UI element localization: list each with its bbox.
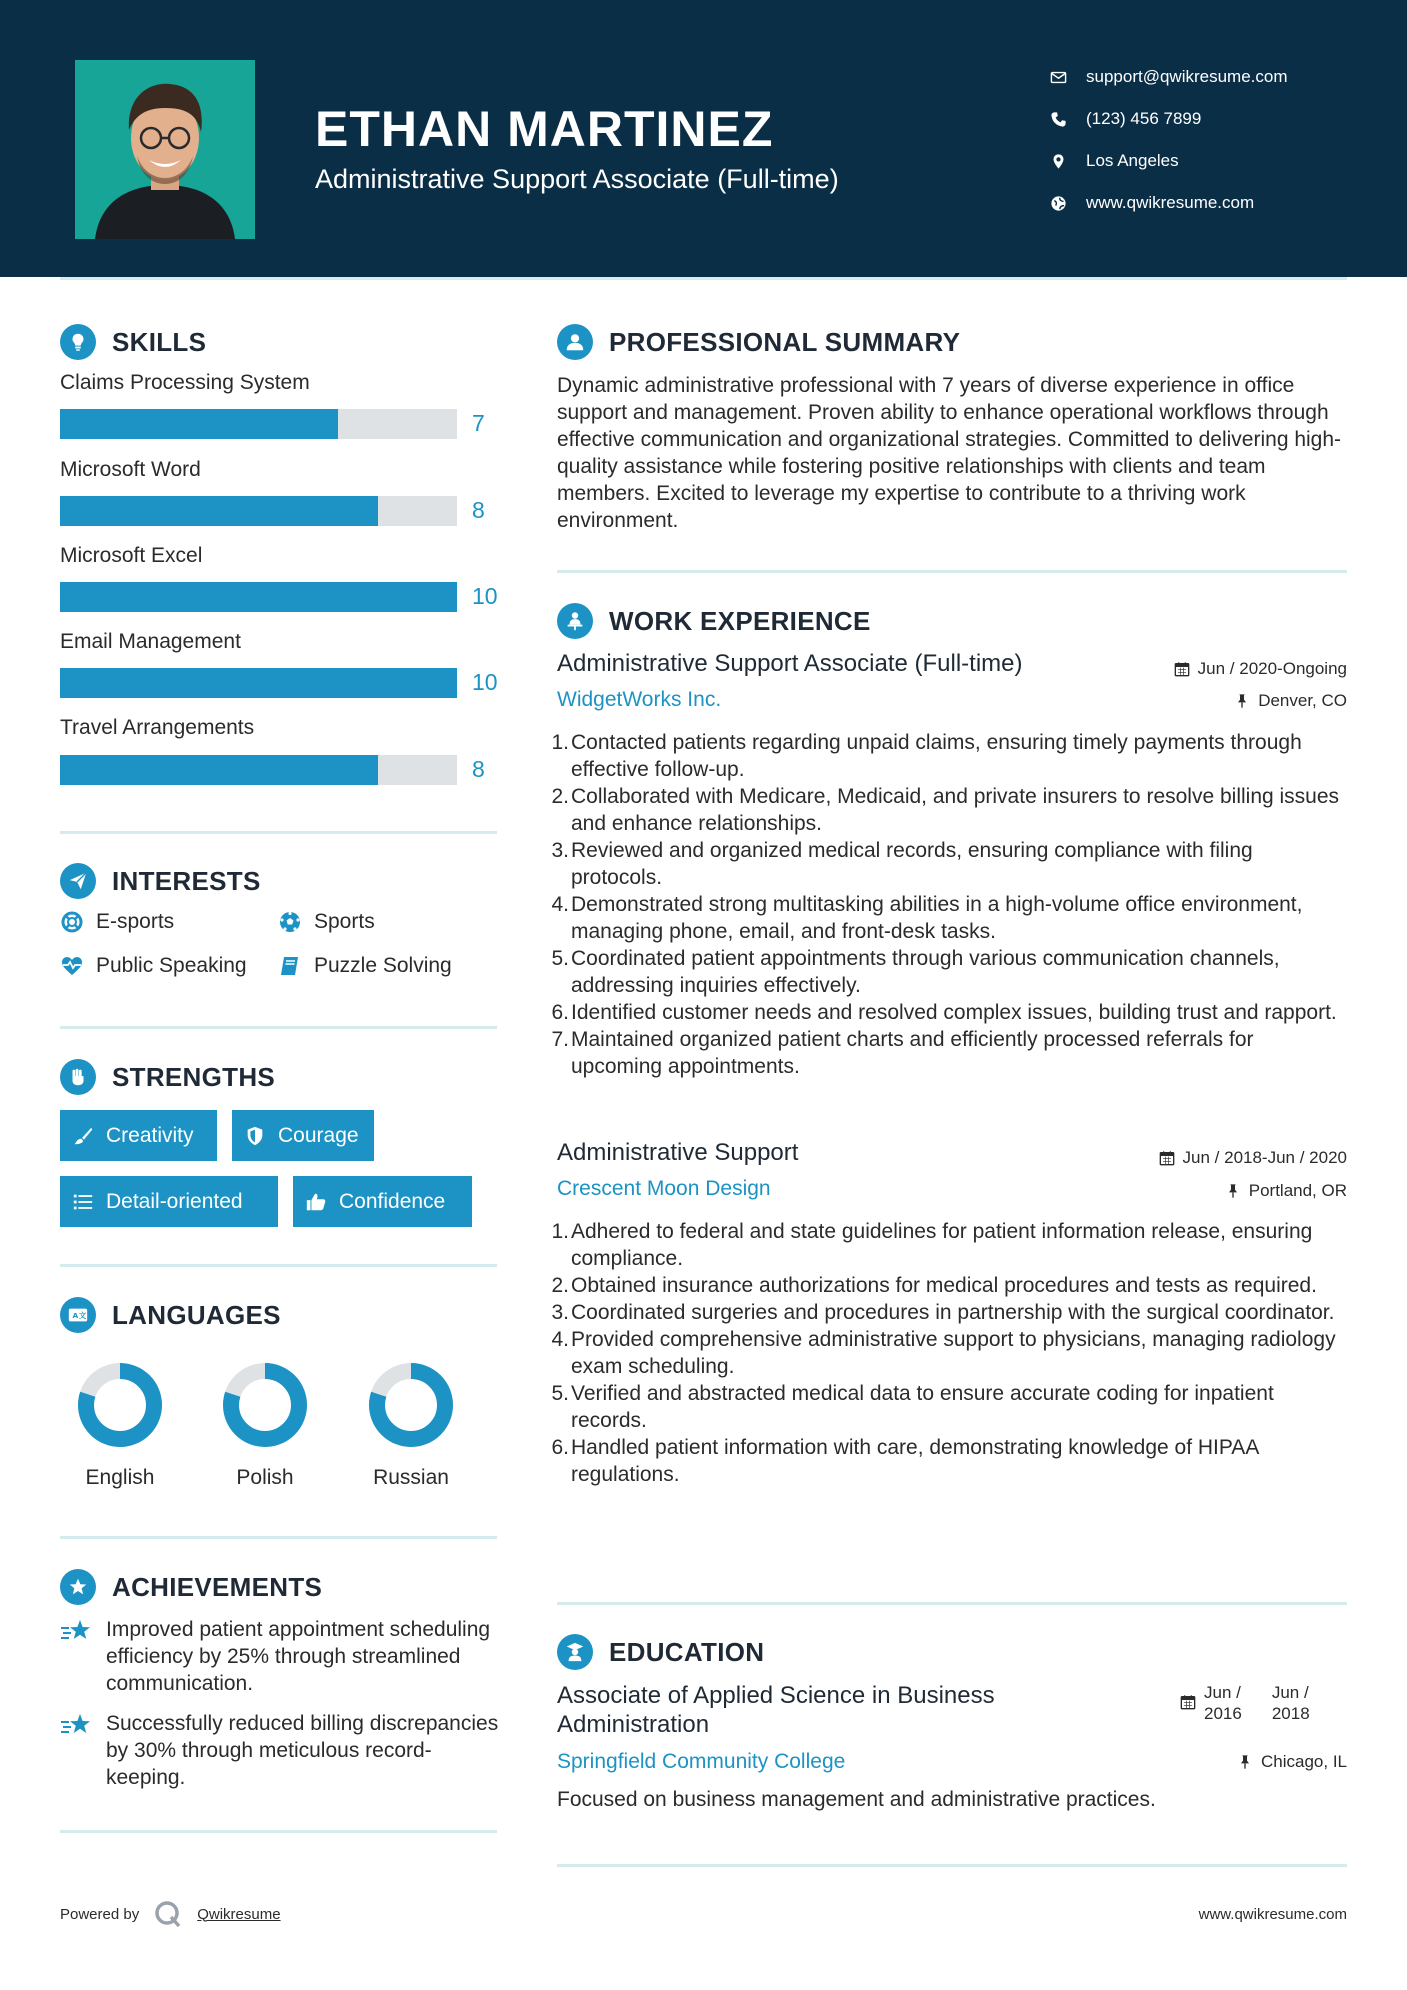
job-bullet: 6. Identified customer needs and resolved complex issues, building trust and rapport.	[551, 1001, 1337, 1024]
strength-label: Detail-oriented	[106, 1189, 243, 1213]
interest-label: E-sports	[96, 910, 175, 933]
languages-title: LANGUAGES	[112, 1299, 281, 1330]
pushpin-icon	[1234, 693, 1250, 709]
summary-title: PROFESSIONAL SUMMARY	[609, 326, 961, 357]
skill-bar-fill	[60, 582, 457, 612]
job-bullet: 3. Reviewed and organized medical records, ensuring compliance with filing protocols.	[551, 839, 1253, 889]
skills-heading	[60, 324, 206, 360]
skill-name: Microsoft Excel	[60, 544, 203, 567]
job-location-text: Denver, CO	[1258, 691, 1347, 710]
strengths-title: STRENGTHS	[112, 1061, 276, 1092]
contact-list	[1050, 56, 1288, 224]
phone-icon	[1050, 111, 1067, 128]
section-divider	[60, 1536, 497, 1539]
job-bullets	[551, 729, 1347, 1080]
interest-label: Puzzle Solving	[314, 954, 452, 977]
profile-photo	[75, 60, 255, 239]
shooting-star-icon	[60, 1712, 92, 1740]
section-divider	[60, 1830, 497, 1833]
summary-heading	[557, 324, 960, 360]
job-dates-text: Jun / 2020-Ongoing	[1197, 659, 1347, 678]
job-bullet: 5. Coordinated patient appointments through various communication channels, addressing inquiries effectively.	[551, 947, 1280, 997]
interest-item	[60, 954, 247, 978]
contact-location-text: Los Angeles	[1086, 151, 1179, 170]
skill-name: Travel Arrangements	[60, 716, 255, 739]
language-name: English	[85, 1466, 155, 1489]
skill-name: Claims Processing System	[60, 371, 310, 394]
education-dates	[1180, 1682, 1340, 1724]
job-bullets	[551, 1218, 1347, 1488]
book-icon	[278, 954, 302, 978]
job-bullet: 6. Handled patient information with care, demonstrating knowledge of HIPAA regulations.	[551, 1436, 1259, 1486]
achievement-item	[60, 1710, 500, 1791]
resume-header	[0, 0, 1407, 277]
soccer-ball-icon	[278, 910, 302, 934]
interest-item	[278, 910, 375, 934]
job-bullet: 4. Demonstrated strong multitasking abilities in a high-volume office environment, managing phone, email, and front-desk tasks.	[551, 893, 1303, 943]
language-ring	[222, 1362, 308, 1448]
job-company: Crescent Moon Design	[557, 1177, 771, 1200]
language-ring	[77, 1362, 163, 1448]
skills-title: SKILLS	[112, 326, 207, 357]
interest-item	[278, 954, 452, 978]
skill-value: 7	[472, 410, 485, 436]
envelope-icon	[1050, 69, 1067, 86]
job-role: Administrative Support Associate (Full-time)	[557, 650, 1023, 677]
achievement-item	[60, 1616, 500, 1697]
section-divider	[60, 1264, 497, 1267]
skill-name: Microsoft Word	[60, 458, 201, 481]
globe-icon	[1050, 195, 1067, 212]
thumbs-up-icon	[305, 1191, 327, 1213]
summary-text: Dynamic administrative professional with 7 years of diverse experience in office support and management. Proven ability to enhance operational workflows through effective communication and organizational strategies. Committed to delivering high-quality assistance while fostering positive relationships with clients and team members. Excited to leverage my expertise to contribute to a thriving work environment.	[557, 374, 1342, 532]
candidate-name: ETHAN MARTINEZ	[315, 101, 774, 157]
graduate-icon	[564, 1641, 586, 1663]
footer-website[interactable]: www.qwikresume.com	[1198, 1906, 1347, 1923]
paper-plane-icon	[67, 870, 89, 892]
language-name: Russian	[373, 1466, 449, 1489]
interest-label: Public Speaking	[96, 954, 247, 977]
contact-email[interactable]	[1050, 56, 1288, 98]
heartbeat-icon	[60, 954, 84, 978]
job-location-text: Portland, OR	[1248, 1181, 1347, 1200]
shield-icon	[244, 1125, 266, 1147]
education-degree	[557, 1681, 995, 1739]
strength-label: Confidence	[339, 1189, 446, 1213]
lifebuoy-icon	[60, 910, 84, 934]
svg-text:文: 文	[78, 1311, 87, 1321]
language-ring	[368, 1362, 454, 1448]
powered-by-text: Powered by	[60, 1905, 140, 1923]
job-bullet: 7. Maintained organized patient charts and efficiently processed referrals for upcoming appointments.	[551, 1028, 1254, 1078]
interest-item	[60, 910, 174, 934]
skill-bar-fill	[60, 409, 338, 439]
skill-value: 10	[472, 669, 498, 695]
section-divider	[557, 1602, 1347, 1605]
pushpin-icon	[1225, 1183, 1241, 1199]
skill-bar	[60, 409, 457, 439]
job-bullet: 5. Verified and abstracted medical data to ensure accurate coding for inpatient records.	[551, 1382, 1274, 1432]
user-icon	[564, 331, 586, 353]
contact-website-text: www.qwikresume.com	[1086, 193, 1255, 212]
job-bullet: 1. Adhered to federal and state guidelines for patient information release, ensuring compliance.	[551, 1220, 1313, 1270]
star-badge-icon	[67, 1576, 89, 1598]
header-divider	[60, 277, 1347, 280]
education-location-text: Chicago, IL	[1261, 1752, 1347, 1771]
strength-tag	[60, 1110, 217, 1161]
languages-heading	[60, 1297, 281, 1333]
candidate-title: Administrative Support Associate (Full-time)	[315, 164, 839, 194]
list-icon	[72, 1191, 94, 1213]
section-divider	[60, 831, 497, 834]
skill-bar-fill	[60, 668, 457, 698]
experience-title: WORK EXPERIENCE	[609, 605, 871, 636]
interest-label: Sports	[314, 910, 375, 933]
pushpin-icon	[1237, 1754, 1253, 1770]
education-heading	[557, 1634, 764, 1670]
job-bullet: 3. Coordinated surgeries and procedures in partnership with the surgical coordinator.	[551, 1301, 1335, 1324]
lightbulb-icon	[67, 331, 89, 353]
calendar-icon	[1180, 1694, 1196, 1710]
education-start: Jun / 2016	[1204, 1683, 1242, 1723]
achievement-text: Improved patient appointment scheduling efficiency by 25% through streamlined communication.	[106, 1618, 491, 1695]
contact-phone[interactable]	[1050, 98, 1288, 140]
qwikresume-link[interactable]: Qwikresume	[197, 1905, 281, 1923]
skill-bar-fill	[60, 755, 378, 785]
interests-title: INTERESTS	[112, 865, 261, 896]
skill-bar-fill	[60, 496, 378, 526]
job-dates-text: Jun / 2018-Jun / 2020	[1182, 1148, 1347, 1167]
strength-label: Creativity	[106, 1123, 194, 1147]
svg-text:A: A	[72, 1311, 79, 1321]
education-degree-line: Associate of Applied Science in Business	[557, 1682, 995, 1709]
section-divider	[60, 1026, 497, 1029]
education-description: Focused on business management and administrative practices.	[557, 1788, 1156, 1811]
presenter-icon	[564, 610, 586, 632]
job-bullet: 2. Collaborated with Medicare, Medicaid, and private insurers to resolve billing issues and enhance relationships.	[551, 785, 1340, 835]
education-location	[1237, 1752, 1347, 1772]
strength-label: Courage	[278, 1123, 359, 1147]
job-dates	[1159, 1148, 1347, 1168]
shooting-star-icon	[60, 1618, 92, 1646]
skill-bar	[60, 496, 457, 526]
job-bullet: 4. Provided comprehensive administrative support to physicians, managing radiology exam scheduling.	[551, 1328, 1336, 1378]
skill-name: Email Management	[60, 630, 241, 653]
experience-heading	[557, 603, 871, 639]
education-school: Springfield Community College	[557, 1750, 846, 1773]
job-location	[1234, 691, 1347, 711]
achievements-heading	[60, 1569, 322, 1605]
language-name: Polish	[236, 1466, 294, 1489]
achievements-title: ACHIEVEMENTS	[112, 1571, 323, 1602]
contact-location	[1050, 140, 1288, 182]
skill-bar	[60, 582, 457, 612]
section-divider	[557, 570, 1347, 573]
qwikresume-logo-icon	[153, 1899, 183, 1929]
interests-heading	[60, 863, 261, 899]
contact-website[interactable]	[1050, 182, 1288, 224]
job-location	[1225, 1181, 1347, 1201]
job-bullet: 1. Contacted patients regarding unpaid claims, ensuring timely payments through effective follow-up.	[551, 731, 1302, 781]
skill-bar	[60, 668, 457, 698]
strengths-heading	[60, 1059, 275, 1095]
strength-tag	[293, 1176, 472, 1227]
paintbrush-icon	[72, 1125, 94, 1147]
job-company: WidgetWorks Inc.	[557, 688, 722, 711]
education-title: EDUCATION	[609, 1636, 765, 1667]
skill-bar	[60, 755, 457, 785]
calendar-icon	[1174, 661, 1190, 677]
contact-email-text: support@qwikresume.com	[1086, 67, 1288, 86]
language-icon	[67, 1304, 89, 1326]
job-bullet: 2. Obtained insurance authorizations for medical procedures and tests as required.	[551, 1274, 1317, 1297]
education-degree-line: Administration	[557, 1711, 710, 1738]
achievement-text: Successfully reduced billing discrepancies by 30% through meticulous record-keeping.	[106, 1712, 499, 1789]
job-dates	[1174, 659, 1347, 679]
section-divider	[557, 1864, 1347, 1867]
strength-tag	[60, 1176, 278, 1227]
education-end: Jun / 2018	[1271, 1683, 1310, 1723]
calendar-icon	[1159, 1150, 1175, 1166]
person-portrait-icon	[75, 60, 255, 239]
skill-value: 8	[472, 756, 485, 782]
footer-powered-by	[60, 1899, 281, 1929]
strength-tag	[232, 1110, 374, 1161]
skill-value: 8	[472, 497, 485, 523]
skill-value: 10	[472, 583, 498, 609]
contact-phone-text: (123) 456 7899	[1086, 109, 1202, 128]
raised-fist-icon	[67, 1066, 89, 1088]
job-role: Administrative Support	[557, 1139, 799, 1166]
map-pin-icon	[1050, 153, 1067, 170]
